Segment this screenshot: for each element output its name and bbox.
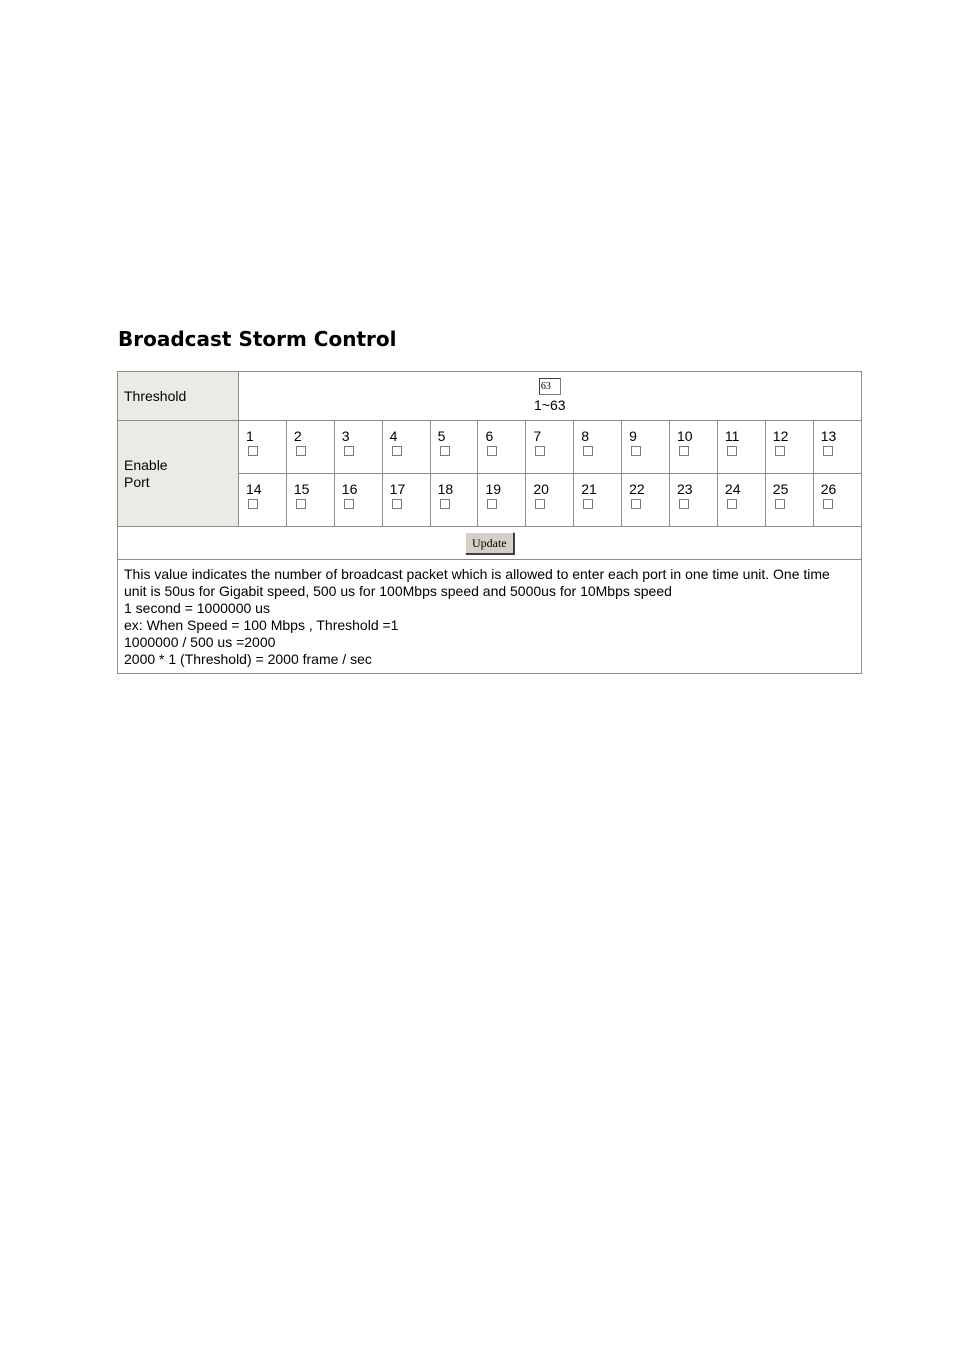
port-number: 17 <box>389 481 406 497</box>
port-checkbox[interactable] <box>823 446 833 456</box>
port-cell <box>478 474 526 527</box>
port-checkbox[interactable] <box>679 499 689 509</box>
port-checkbox[interactable] <box>631 446 641 456</box>
port-cell <box>574 421 622 474</box>
port-cell <box>430 474 478 527</box>
enable-port-label-line2: Port <box>124 473 150 490</box>
info-row <box>118 560 862 674</box>
port-number: 21 <box>581 481 597 497</box>
port-checkbox[interactable] <box>440 499 450 509</box>
port-checkbox[interactable] <box>535 499 545 509</box>
port-cell <box>765 421 813 474</box>
update-cell <box>118 527 862 560</box>
port-cell <box>382 421 430 474</box>
port-checkbox[interactable] <box>248 446 258 456</box>
port-checkbox[interactable] <box>823 499 833 509</box>
port-cell <box>239 474 287 527</box>
port-cell <box>526 421 574 474</box>
port-cell <box>717 421 765 474</box>
port-cell <box>286 421 334 474</box>
port-number: 11 <box>724 428 740 444</box>
port-number: 8 <box>581 428 590 444</box>
port-number: 7 <box>533 428 542 444</box>
info-line: 1 second = 1000000 us <box>124 600 270 616</box>
port-cell <box>622 474 670 527</box>
port-cell <box>574 474 622 527</box>
port-checkbox[interactable] <box>487 499 497 509</box>
port-checkbox[interactable] <box>727 499 737 509</box>
port-number: 23 <box>677 481 693 497</box>
port-checkbox[interactable] <box>535 446 545 456</box>
threshold-value-cell <box>239 372 862 421</box>
port-cell <box>670 474 718 527</box>
port-checkbox[interactable] <box>583 499 593 509</box>
port-cell <box>717 474 765 527</box>
threshold-input[interactable] <box>539 378 561 395</box>
info-line: This value indicates the number of broadcast packet which is allowed to enter each port in one time unit. One time unit is 50us for Gigabit speed, 500 us for 100Mbps speed and 5000us for 10Mbps speed <box>124 566 830 599</box>
enable-port-label <box>118 421 239 527</box>
port-checkbox[interactable] <box>344 499 354 509</box>
port-number: 4 <box>389 428 398 444</box>
port-checkbox[interactable] <box>631 499 641 509</box>
port-number: 24 <box>724 481 741 497</box>
port-checkbox[interactable] <box>296 446 306 456</box>
port-cell <box>526 474 574 527</box>
port-cell <box>334 421 382 474</box>
port-number: 19 <box>485 481 502 497</box>
port-number: 12 <box>772 428 789 444</box>
port-number: 5 <box>437 428 446 444</box>
port-number: 1 <box>246 428 254 444</box>
port-number: 26 <box>820 481 837 497</box>
info-text <box>118 560 862 674</box>
port-number: 10 <box>677 428 693 444</box>
port-cell <box>622 421 670 474</box>
update-row <box>118 527 862 560</box>
port-number: 20 <box>533 481 549 497</box>
port-checkbox[interactable] <box>296 499 306 509</box>
port-number: 9 <box>629 428 637 444</box>
info-line: ex: When Speed = 100 Mbps , Threshold =1 <box>124 617 399 633</box>
enable-port-label-line1: Enable <box>124 456 168 473</box>
storm-control-table <box>117 371 862 674</box>
port-number: 18 <box>437 481 454 497</box>
port-checkbox[interactable] <box>248 499 258 509</box>
port-cell <box>430 421 478 474</box>
info-line: 1000000 / 500 us =2000 <box>124 634 276 650</box>
port-number: 22 <box>629 481 645 497</box>
port-cell <box>765 474 813 527</box>
update-button[interactable]: Update <box>465 532 514 554</box>
port-number: 6 <box>485 428 494 444</box>
port-number: 2 <box>293 428 302 444</box>
threshold-label: Threshold <box>118 372 239 421</box>
port-cell <box>478 421 526 474</box>
threshold-range: 1~63 <box>534 397 566 413</box>
port-checkbox[interactable] <box>775 499 785 509</box>
port-checkbox[interactable] <box>727 446 737 456</box>
port-number: 16 <box>341 481 358 497</box>
port-cell <box>382 474 430 527</box>
port-cell <box>813 421 861 474</box>
port-number: 25 <box>772 481 789 497</box>
port-number: 14 <box>246 481 262 497</box>
port-cell <box>334 474 382 527</box>
port-row-1 <box>118 421 862 474</box>
port-checkbox[interactable] <box>679 446 689 456</box>
port-checkbox[interactable] <box>392 446 402 456</box>
port-number: 13 <box>820 428 837 444</box>
port-checkbox[interactable] <box>392 499 402 509</box>
port-number: 15 <box>293 481 310 497</box>
threshold-row <box>118 372 862 421</box>
port-checkbox[interactable] <box>440 446 450 456</box>
port-checkbox[interactable] <box>583 446 593 456</box>
port-cell <box>813 474 861 527</box>
port-checkbox[interactable] <box>344 446 354 456</box>
port-cell <box>239 421 287 474</box>
port-cell <box>670 421 718 474</box>
port-number: 3 <box>341 428 350 444</box>
page-title: Broadcast Storm Control <box>118 327 397 351</box>
port-checkbox[interactable] <box>487 446 497 456</box>
port-checkbox[interactable] <box>775 446 785 456</box>
info-line: 2000 * 1 (Threshold) = 2000 frame / sec <box>124 651 372 667</box>
port-cell <box>286 474 334 527</box>
